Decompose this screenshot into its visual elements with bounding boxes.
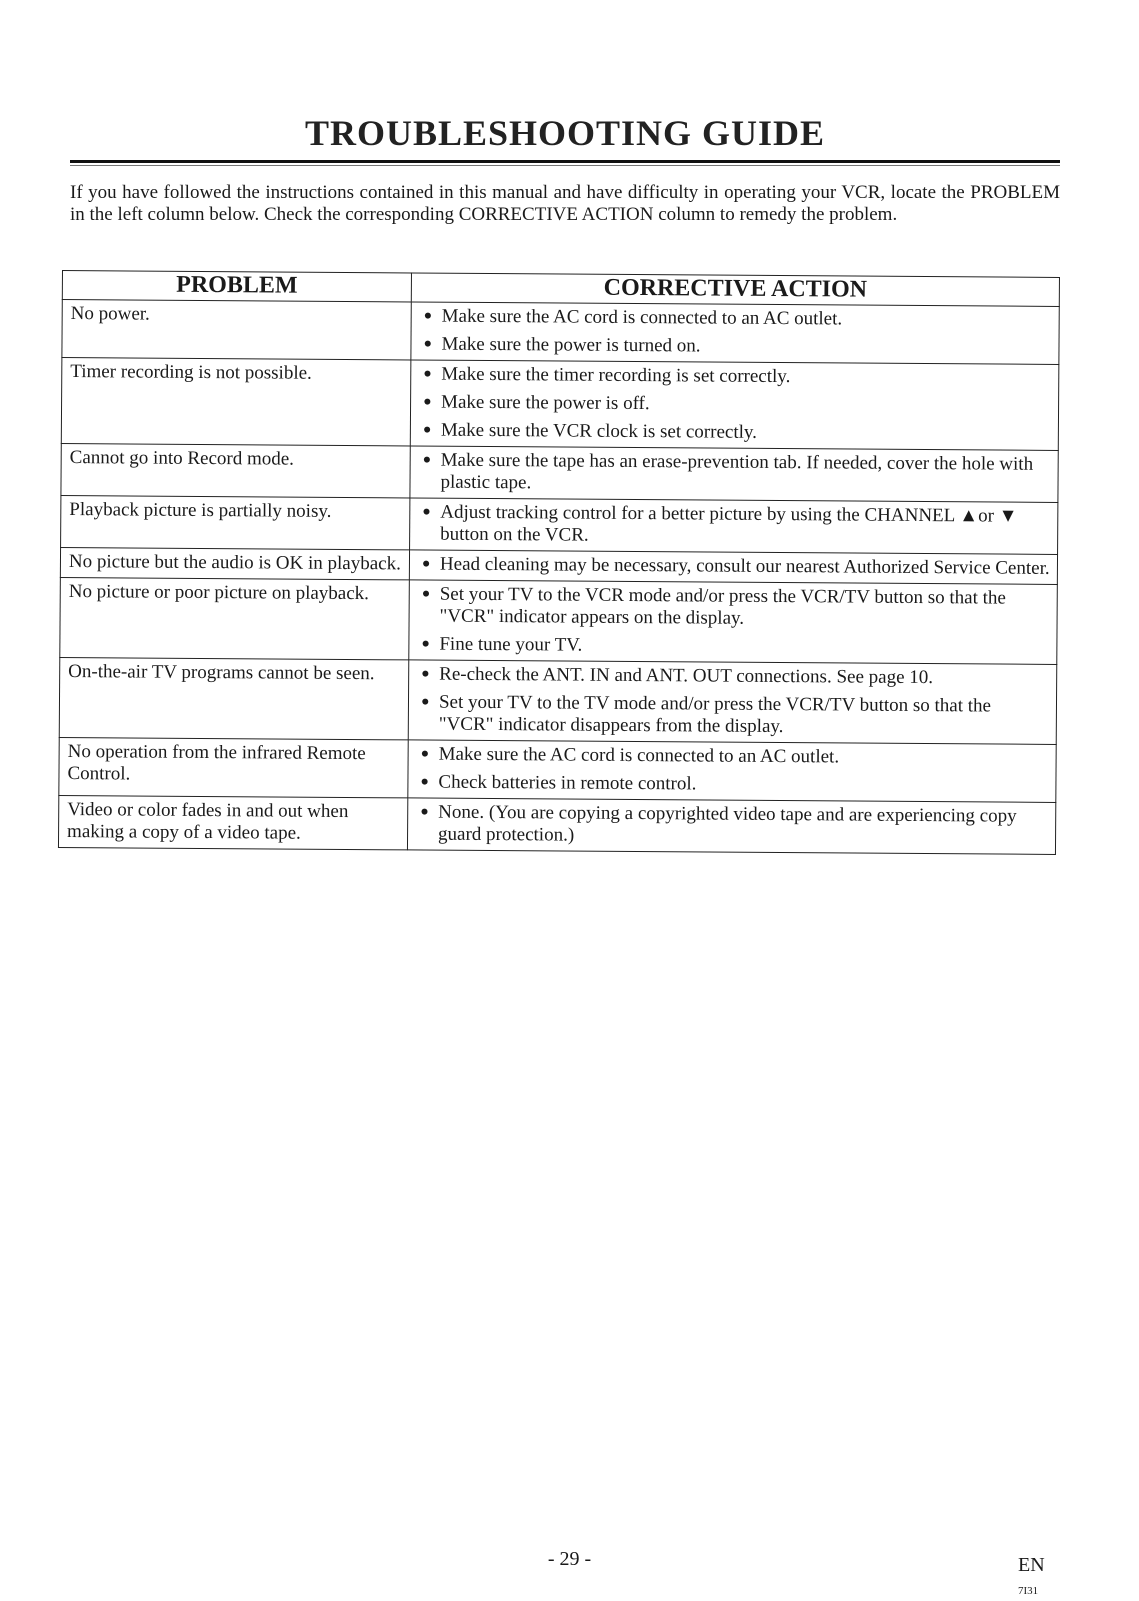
action-cell (410, 360, 1059, 451)
table-row (60, 577, 1058, 664)
action-item (420, 802, 1049, 850)
bullet-icon: ● (423, 394, 432, 410)
action-cell (411, 302, 1059, 365)
problem-cell: Playback picture is partially noisy. (61, 495, 410, 549)
problem-header: PROBLEM (62, 271, 411, 302)
action-text: Make sure the power is off. (441, 391, 650, 415)
action-text: Make sure the AC cord is connected to an AC outlet. (441, 305, 843, 330)
bullet-icon: ● (421, 556, 431, 572)
action-text: Fine tune your TV. (439, 633, 583, 656)
action-text: Make sure the power is turned on. (441, 333, 701, 357)
table-body (58, 300, 1059, 855)
action-item (423, 420, 1052, 446)
page-title: TROUBLESHOOTING GUIDE (304, 113, 826, 153)
action-item (422, 554, 1051, 580)
problem-cell: Video or color fades in and out when making a copy of a video tape. (58, 795, 407, 849)
action-cell (407, 798, 1055, 855)
action-text: Make sure the VCR clock is set correctly. (440, 419, 758, 443)
bullet-icon: ● (420, 774, 429, 790)
action-cell (410, 446, 1058, 503)
bullet-icon: ● (422, 504, 431, 520)
problem-cell: On-the-air TV programs cannot be seen. (59, 657, 409, 739)
title-rule (70, 160, 1060, 163)
table-row (59, 657, 1057, 744)
action-text: None. (You are copying a copyrighted video tape and are experiencing copy guard protection.) (437, 801, 1017, 846)
problem-cell: Cannot go into Record mode. (61, 443, 410, 497)
action-item (423, 392, 1052, 418)
bullet-icon: ● (421, 636, 430, 652)
bullet-icon: ● (420, 694, 430, 710)
action-text: Set your TV to the VCR mode and/or press the VCR/TV button so that the "VCR" indicator appears on the display. (439, 583, 1006, 629)
bullet-icon: ● (421, 666, 430, 682)
bullet-icon: ● (420, 746, 430, 762)
table-row (62, 300, 1059, 365)
table-row (61, 358, 1059, 451)
document-code: 7I31 (1018, 1585, 1039, 1597)
action-item (424, 306, 1053, 332)
bullet-icon: ● (421, 586, 431, 602)
action-cell (408, 660, 1057, 745)
problem-cell: No power. (62, 300, 411, 360)
action-item (421, 664, 1050, 690)
problem-cell: No operation from the infrared Remote Control. (59, 737, 408, 797)
language-code: EN (1018, 1554, 1045, 1576)
action-text: Make sure the tape has an erase-prevention tab. If needed, cover the hole with plastic tape. (440, 449, 1034, 494)
action-cell (410, 498, 1058, 555)
bullet-icon: ● (423, 366, 432, 382)
action-cell (409, 550, 1057, 585)
action-text: Set your TV to the TV mode and/or press the VCR/TV button so that the "VCR" indicator disappears from the display. (438, 691, 992, 738)
problem-cell: No picture but the audio is OK in playback. (60, 547, 409, 579)
action-item (421, 634, 1050, 660)
action-item (422, 502, 1051, 550)
troubleshooting-table (58, 270, 1060, 855)
intro-paragraph: If you have followed the instructions contained in this manual and have difficulty in operating your VCR, locate the PROBLEM in the left column below. Check the corresponding CORRECTIVE ACTION column to remedy the problem. (70, 182, 1060, 225)
action-item (423, 334, 1052, 360)
table-row (58, 795, 1055, 854)
action-cell (409, 580, 1058, 665)
bullet-icon: ● (422, 422, 432, 438)
title-rule-thin (70, 165, 1060, 166)
action-text: Head cleaning may be necessary, consult our nearest Authorized Service Center. (439, 553, 1050, 579)
action-item (422, 584, 1051, 632)
action-item (422, 450, 1051, 498)
action-item (423, 364, 1052, 390)
action-text: Check batteries in remote control. (438, 771, 697, 795)
action-text: Make sure the AC cord is connected to an AC outlet. (438, 743, 840, 768)
bullet-icon: ● (422, 452, 432, 468)
problem-cell: No picture or poor picture on playback. (60, 577, 410, 659)
action-text: Make sure the timer recording is set correctly. (441, 363, 791, 388)
problem-cell: Timer recording is not possible. (61, 358, 411, 446)
table-row (61, 495, 1058, 554)
action-item (420, 772, 1049, 798)
title-block (70, 112, 1060, 172)
bullet-icon: ● (423, 336, 433, 352)
action-text: Re-check the ANT. IN and ANT. OUT connections. See page 10. (439, 663, 934, 689)
bullet-icon: ● (420, 804, 429, 820)
action-header: CORRECTIVE ACTION (411, 273, 1059, 307)
action-item (421, 692, 1050, 740)
action-text: Adjust tracking control for a better picture by using the CHANNEL ▲or ▼ button on the VCR. (440, 501, 1018, 546)
page-number: - 29 - (547, 1548, 592, 1570)
table-row (61, 443, 1058, 502)
bullet-icon: ● (423, 308, 433, 324)
table-row (59, 737, 1056, 802)
action-cell (408, 740, 1056, 803)
action-item (421, 744, 1050, 770)
